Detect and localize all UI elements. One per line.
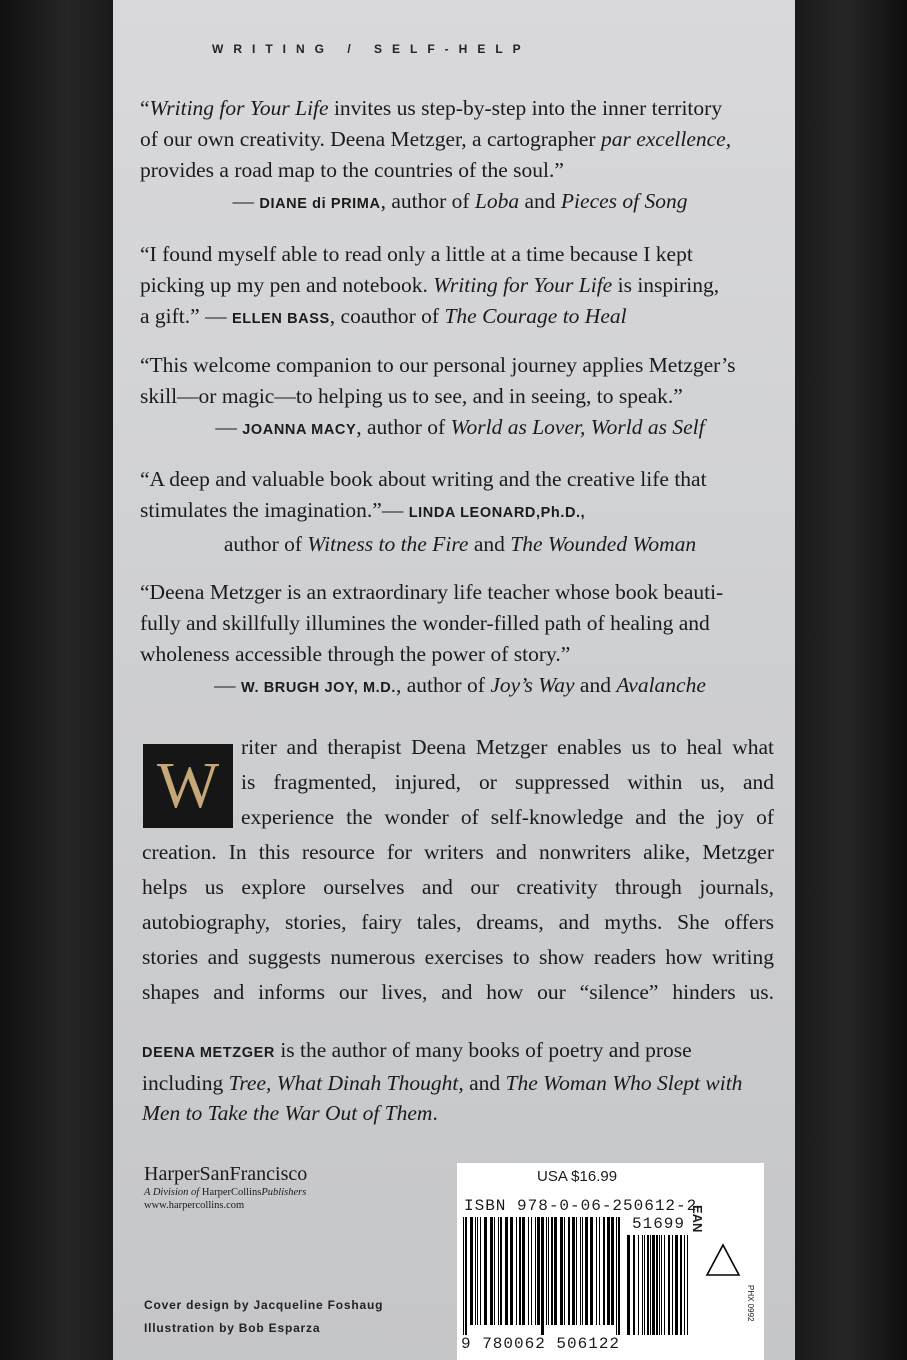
description (142, 835, 774, 1010)
author-bio (142, 1035, 782, 1128)
barcode-bar (498, 1217, 499, 1325)
publisher-division: A Division of HarperCollinsPublishers (144, 1187, 307, 1198)
barcode-bar (560, 1217, 563, 1325)
barcode-bar (564, 1217, 565, 1325)
bio-line: including Tree, What Dinah Thought, and The Woman Who Slept with (142, 1071, 743, 1095)
description-line: is fragmented, injured, or suppressed within us, and (241, 770, 774, 794)
quote-attribution-books: author of Witness to the Fire and The Wounded Woman (223, 532, 697, 556)
barcode-bar (522, 1217, 525, 1325)
author-name: DEENA METZGER (142, 1045, 275, 1061)
attribution-name: W. BRUGH JOY, M.D. (240, 680, 396, 696)
book-title: Avalanche (616, 673, 706, 697)
description-line: experience the wonder of self-knowledge and the joy of (241, 805, 774, 829)
barcode-bar (480, 1217, 481, 1325)
quote-line: skill—or magic—to helping us to see, and in seeing, to speak.” (140, 384, 683, 408)
quote-line: provides a road map to the countries of the soul.” (140, 158, 564, 182)
barcode-bar (627, 1235, 630, 1335)
barcode-bar (642, 1235, 643, 1335)
description-line: helps us explore ourselves and our creativity through journals, (142, 875, 774, 899)
attribution-name: LINDA LEONARD (408, 505, 536, 521)
barcode-bar (661, 1235, 662, 1335)
quote-line: “Writing for Your Life invites us step-by-step into the inner territory (140, 96, 723, 120)
barcode-bar (687, 1235, 688, 1335)
bio-line: Men to Take the War Out of Them. (142, 1101, 438, 1125)
quote-line: picking up my pen and notebook. Writing for Your Life is inspiring, (140, 273, 720, 297)
left-cover-edge (0, 0, 113, 1360)
quote-ellen-bass (140, 239, 780, 335)
book-title: Loba (474, 189, 520, 213)
quote-attribution: — W. BRUGH JOY, M.D., author of Joy’s Way and Avalanche (214, 673, 706, 697)
barcode-bar (541, 1217, 544, 1335)
addon-digits: 51699 (632, 1215, 686, 1233)
book-title: The Wounded Woman (510, 532, 697, 556)
barcode-bar (500, 1217, 502, 1325)
barcode-bar (656, 1235, 658, 1335)
barcode-bar (652, 1235, 655, 1335)
barcode-bar (638, 1235, 639, 1335)
isbn-label: ISBN 978-0-06-250612-2 (464, 1197, 698, 1215)
product-code: PHX 0992 (746, 1285, 755, 1322)
publisher-name: HarperSanFrancisco (144, 1163, 308, 1185)
cover-design-credit: Cover design by Jacqueline Foshaug (144, 1298, 384, 1312)
barcode-bar (668, 1235, 670, 1335)
book-title: Men to Take the War Out of Them (142, 1101, 433, 1125)
quote-attribution: — DIANE di PRIMA, author of Loba and Pieces of Song (232, 189, 688, 213)
quote-line: “A deep and valuable book about writing and the creative life that (140, 467, 707, 491)
barcode-bar (463, 1217, 464, 1335)
barcode-bar (477, 1217, 478, 1325)
drop-cap: W (143, 744, 233, 828)
barcode-bar (505, 1217, 508, 1325)
quote-attribution: stimulates the imagination.”— LINDA LEONARD,Ph.D., (140, 498, 586, 522)
quote-line: fully and skillfully illumines the wonder-filled path of healing and (140, 611, 710, 635)
barcode-bar (644, 1235, 645, 1335)
description-line: shapes and informs our lives, and how our “silence” hinders us. (142, 980, 774, 1004)
attribution-name: JOANNA MACY (242, 422, 357, 438)
book-title: Pieces of Song (560, 189, 688, 213)
barcode-bar (531, 1217, 532, 1325)
barcode-bar (465, 1217, 467, 1335)
description-line: stories and suggests numerous exercises to show readers how writing (142, 945, 774, 969)
book-title: The Courage to Heal (444, 304, 627, 328)
book-title: Witness to the Fire (307, 532, 469, 556)
barcode-bar (599, 1217, 600, 1325)
barcode-bar (490, 1217, 493, 1325)
quote-line: of our own creativity. Deena Metzger, a cartographer par excellence, (140, 127, 732, 151)
barcode-bar (554, 1217, 557, 1325)
book-title: Tree, What Dinah Thought, (228, 1071, 464, 1095)
publisher-block (144, 1162, 307, 1212)
publisher-url: www.harpercollins.com (144, 1200, 245, 1211)
illustration-credit: Illustration by Bob Esparza (144, 1321, 321, 1335)
barcode-bar (633, 1235, 635, 1335)
barcode-bar (519, 1217, 521, 1325)
barcode-bar (551, 1217, 553, 1325)
barcode-bar (528, 1217, 529, 1325)
barcode-bar (607, 1217, 610, 1325)
book-title: Joy’s Way (490, 673, 575, 697)
category-label: WRITING / SELF-HELP (212, 42, 531, 56)
quote-line: “I found myself able to read only a little at a time because I kept (140, 242, 693, 266)
barcode-bar (659, 1235, 660, 1335)
barcode-bar (576, 1217, 577, 1325)
book-title: Writing for Your Life (149, 96, 329, 120)
description-line: riter and therapist Deena Metzger enables us to heal what (241, 735, 774, 759)
barcode-bar (568, 1217, 570, 1325)
barcode-bar (664, 1235, 665, 1335)
barcode-bar (618, 1217, 620, 1335)
right-cover-edge (795, 0, 907, 1360)
description-line: creation. In this resource for writers and nonwriters alike, Metzger (142, 840, 774, 864)
barcode-bar (582, 1217, 583, 1325)
barcode-bar (672, 1235, 673, 1335)
quote-brugh-joy (140, 577, 780, 704)
barcode-bar (516, 1217, 517, 1325)
barcode-bar (650, 1235, 651, 1335)
barcode-bar (548, 1217, 549, 1325)
barcode-bar (647, 1235, 649, 1335)
barcode-bar (546, 1217, 547, 1325)
barcode-bar (611, 1217, 614, 1325)
barcode-bar (616, 1217, 617, 1335)
barcode-bar (675, 1235, 678, 1335)
quote-line: “This welcome companion to our personal journey applies Metzger’s (140, 353, 736, 377)
barcode-bar (590, 1217, 593, 1325)
barcode-bar (580, 1217, 581, 1325)
barcode-bar (596, 1217, 597, 1325)
barcode-bar (470, 1217, 473, 1325)
quote-attribution: — JOANNA MACY, author of World as Lover, World as Self (215, 415, 705, 439)
barcode-bar (603, 1217, 605, 1325)
book-title: World as Lover, World as Self (450, 415, 705, 439)
bio-line: DEENA METZGER is the author of many books of poetry and prose (142, 1038, 692, 1062)
quote-attribution: a gift.” — ELLEN BASS, coauthor of The Courage to Heal (140, 304, 627, 328)
barcode-box (457, 1163, 764, 1360)
barcode-bar (484, 1217, 487, 1325)
barcode-bar (572, 1217, 575, 1325)
barcode-bar (475, 1217, 476, 1325)
triangle-icon (705, 1243, 741, 1277)
book-title: Writing for Your Life (433, 273, 613, 297)
quote-line: “Deena Metzger is an extraordinary life teacher whose book beauti- (140, 580, 724, 604)
ean-label: EAN (690, 1205, 705, 1233)
quote-joanna-macy (140, 350, 780, 446)
attribution-name: ELLEN BASS (231, 311, 330, 327)
barcode-bar (537, 1217, 540, 1325)
description-wrapped (241, 730, 774, 835)
quote-diane-di-prima (140, 93, 780, 220)
quote-line: wholeness accessible through the power of story.” (140, 642, 571, 666)
barcode-bar (510, 1217, 513, 1325)
price-label: USA $16.99 (537, 1168, 618, 1185)
attribution-name: DIANE di PRIMA (259, 196, 381, 212)
quote-linda-leonard (140, 464, 780, 560)
barcode-bar (585, 1217, 588, 1325)
barcode-bar (684, 1235, 685, 1335)
book-title: The Woman Who Slept with (505, 1071, 743, 1095)
barcode-bar (494, 1217, 495, 1325)
barcode-bar (680, 1235, 682, 1335)
barcode-digits: 9 780062 506122 (461, 1335, 621, 1353)
ean-barcode (463, 1217, 623, 1335)
description-line: autobiography, stories, fairy tales, dreams, and myths. She offers (142, 910, 774, 934)
addon-barcode (627, 1235, 693, 1335)
barcode-bar (535, 1217, 536, 1325)
